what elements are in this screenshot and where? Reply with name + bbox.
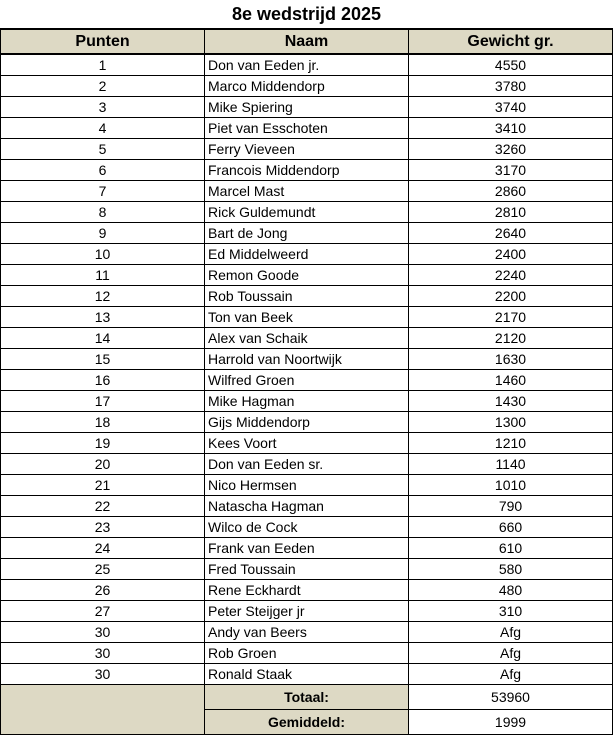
points-cell: 14 [1, 328, 205, 349]
average-label: Gemiddeld: [205, 710, 409, 735]
name-cell: Kees Voort [205, 433, 409, 454]
points-cell: 26 [1, 580, 205, 601]
name-cell: Ronald Staak [205, 664, 409, 685]
table-row [1, 76, 613, 97]
points-cell: 30 [1, 664, 205, 685]
page-title: 8e wedstrijd 2025 [231, 4, 382, 24]
name-cell: Harrold van Noortwijk [205, 349, 409, 370]
table-row [1, 244, 613, 265]
table-row [1, 349, 613, 370]
table-row [1, 601, 613, 622]
weight-cell: 3260 [409, 139, 613, 160]
points-cell: 12 [1, 286, 205, 307]
table-row [1, 307, 613, 328]
points-cell: 7 [1, 181, 205, 202]
weight-cell: Afg [409, 622, 613, 643]
total-row [1, 685, 613, 710]
points-cell: 3 [1, 97, 205, 118]
points-cell: 16 [1, 370, 205, 391]
points-cell: 2 [1, 76, 205, 97]
points-cell: 18 [1, 412, 205, 433]
weight-cell: 1630 [409, 349, 613, 370]
name-cell: Rick Guldemundt [205, 202, 409, 223]
points-cell: 15 [1, 349, 205, 370]
table-row [1, 160, 613, 181]
weight-cell: 1460 [409, 370, 613, 391]
weight-cell: 790 [409, 496, 613, 517]
table-row [1, 370, 613, 391]
name-cell: Bart de Jong [205, 223, 409, 244]
name-cell: Ferry Vieveen [205, 139, 409, 160]
average-value: 1999 [409, 710, 613, 735]
weight-cell: 1430 [409, 391, 613, 412]
points-cell: 8 [1, 202, 205, 223]
weight-cell: 3740 [409, 97, 613, 118]
name-cell: Marcel Mast [205, 181, 409, 202]
name-cell: Mike Spiering [205, 97, 409, 118]
weight-cell: 660 [409, 517, 613, 538]
weight-cell: 310 [409, 601, 613, 622]
table-row [1, 664, 613, 685]
header-name: Naam [205, 29, 409, 54]
weight-cell: 2120 [409, 328, 613, 349]
points-cell: 21 [1, 475, 205, 496]
table-row [1, 54, 613, 76]
name-cell: Ton van Beek [205, 307, 409, 328]
header-points: Punten [1, 29, 205, 54]
table-row [1, 412, 613, 433]
table-row [1, 580, 613, 601]
table-row [1, 202, 613, 223]
name-cell: Fred Toussain [205, 559, 409, 580]
table-row [1, 454, 613, 475]
table-row [1, 139, 613, 160]
name-cell: Rob Groen [205, 643, 409, 664]
table-row [1, 475, 613, 496]
points-cell: 6 [1, 160, 205, 181]
weight-cell: 1210 [409, 433, 613, 454]
points-cell: 30 [1, 643, 205, 664]
weight-cell: 2810 [409, 202, 613, 223]
name-cell: Nico Hermsen [205, 475, 409, 496]
total-label: Totaal: [205, 685, 409, 710]
weight-cell: 1010 [409, 475, 613, 496]
points-cell: 27 [1, 601, 205, 622]
name-cell: Ed Middelweerd [205, 244, 409, 265]
table-row [1, 517, 613, 538]
table-row [1, 643, 613, 664]
points-cell: 13 [1, 307, 205, 328]
points-cell: 24 [1, 538, 205, 559]
name-cell: Marco Middendorp [205, 76, 409, 97]
points-cell: 9 [1, 223, 205, 244]
table-row [1, 538, 613, 559]
points-cell: 30 [1, 622, 205, 643]
table-row [1, 559, 613, 580]
weight-cell: 480 [409, 580, 613, 601]
name-cell: Rob Toussain [205, 286, 409, 307]
weight-cell: 3780 [409, 76, 613, 97]
header-row [1, 29, 613, 54]
table-row [1, 223, 613, 244]
weight-cell: 2200 [409, 286, 613, 307]
table-row [1, 433, 613, 454]
name-cell: Don van Eeden jr. [205, 54, 409, 76]
header-weight: Gewicht gr. [409, 29, 613, 54]
name-cell: Alex van Schaik [205, 328, 409, 349]
weight-cell: 4550 [409, 54, 613, 76]
table-row [1, 622, 613, 643]
points-cell: 20 [1, 454, 205, 475]
name-cell: Wilfred Groen [205, 370, 409, 391]
name-cell: Gijs Middendorp [205, 412, 409, 433]
points-cell: 22 [1, 496, 205, 517]
weight-cell: 610 [409, 538, 613, 559]
name-cell: Remon Goode [205, 265, 409, 286]
summary-blank-cell [1, 685, 205, 735]
name-cell: Peter Steijger jr [205, 601, 409, 622]
results-table [0, 28, 613, 735]
weight-cell: Afg [409, 664, 613, 685]
total-value: 53960 [409, 685, 613, 710]
table-row [1, 97, 613, 118]
weight-cell: 2240 [409, 265, 613, 286]
points-cell: 4 [1, 118, 205, 139]
table-row [1, 286, 613, 307]
weight-cell: 2860 [409, 181, 613, 202]
points-cell: 17 [1, 391, 205, 412]
weight-cell: 2170 [409, 307, 613, 328]
points-cell: 25 [1, 559, 205, 580]
weight-cell: 3410 [409, 118, 613, 139]
points-cell: 19 [1, 433, 205, 454]
table-row [1, 496, 613, 517]
points-cell: 10 [1, 244, 205, 265]
name-cell: Natascha Hagman [205, 496, 409, 517]
weight-cell: 580 [409, 559, 613, 580]
name-cell: Piet van Esschoten [205, 118, 409, 139]
table-row [1, 118, 613, 139]
weight-cell: 2400 [409, 244, 613, 265]
points-cell: 5 [1, 139, 205, 160]
name-cell: Frank van Eeden [205, 538, 409, 559]
points-cell: 23 [1, 517, 205, 538]
name-cell: Rene Eckhardt [205, 580, 409, 601]
weight-cell: 1140 [409, 454, 613, 475]
table-body [1, 54, 613, 685]
weight-cell: 1300 [409, 412, 613, 433]
name-cell: Francois Middendorp [205, 160, 409, 181]
name-cell: Don van Eeden sr. [205, 454, 409, 475]
name-cell: Andy van Beers [205, 622, 409, 643]
table-row [1, 181, 613, 202]
table-row [1, 265, 613, 286]
table-row [1, 391, 613, 412]
points-cell: 11 [1, 265, 205, 286]
name-cell: Mike Hagman [205, 391, 409, 412]
weight-cell: 3170 [409, 160, 613, 181]
points-cell: 1 [1, 54, 205, 76]
table-row [1, 328, 613, 349]
weight-cell: Afg [409, 643, 613, 664]
weight-cell: 2640 [409, 223, 613, 244]
name-cell: Wilco de Cock [205, 517, 409, 538]
